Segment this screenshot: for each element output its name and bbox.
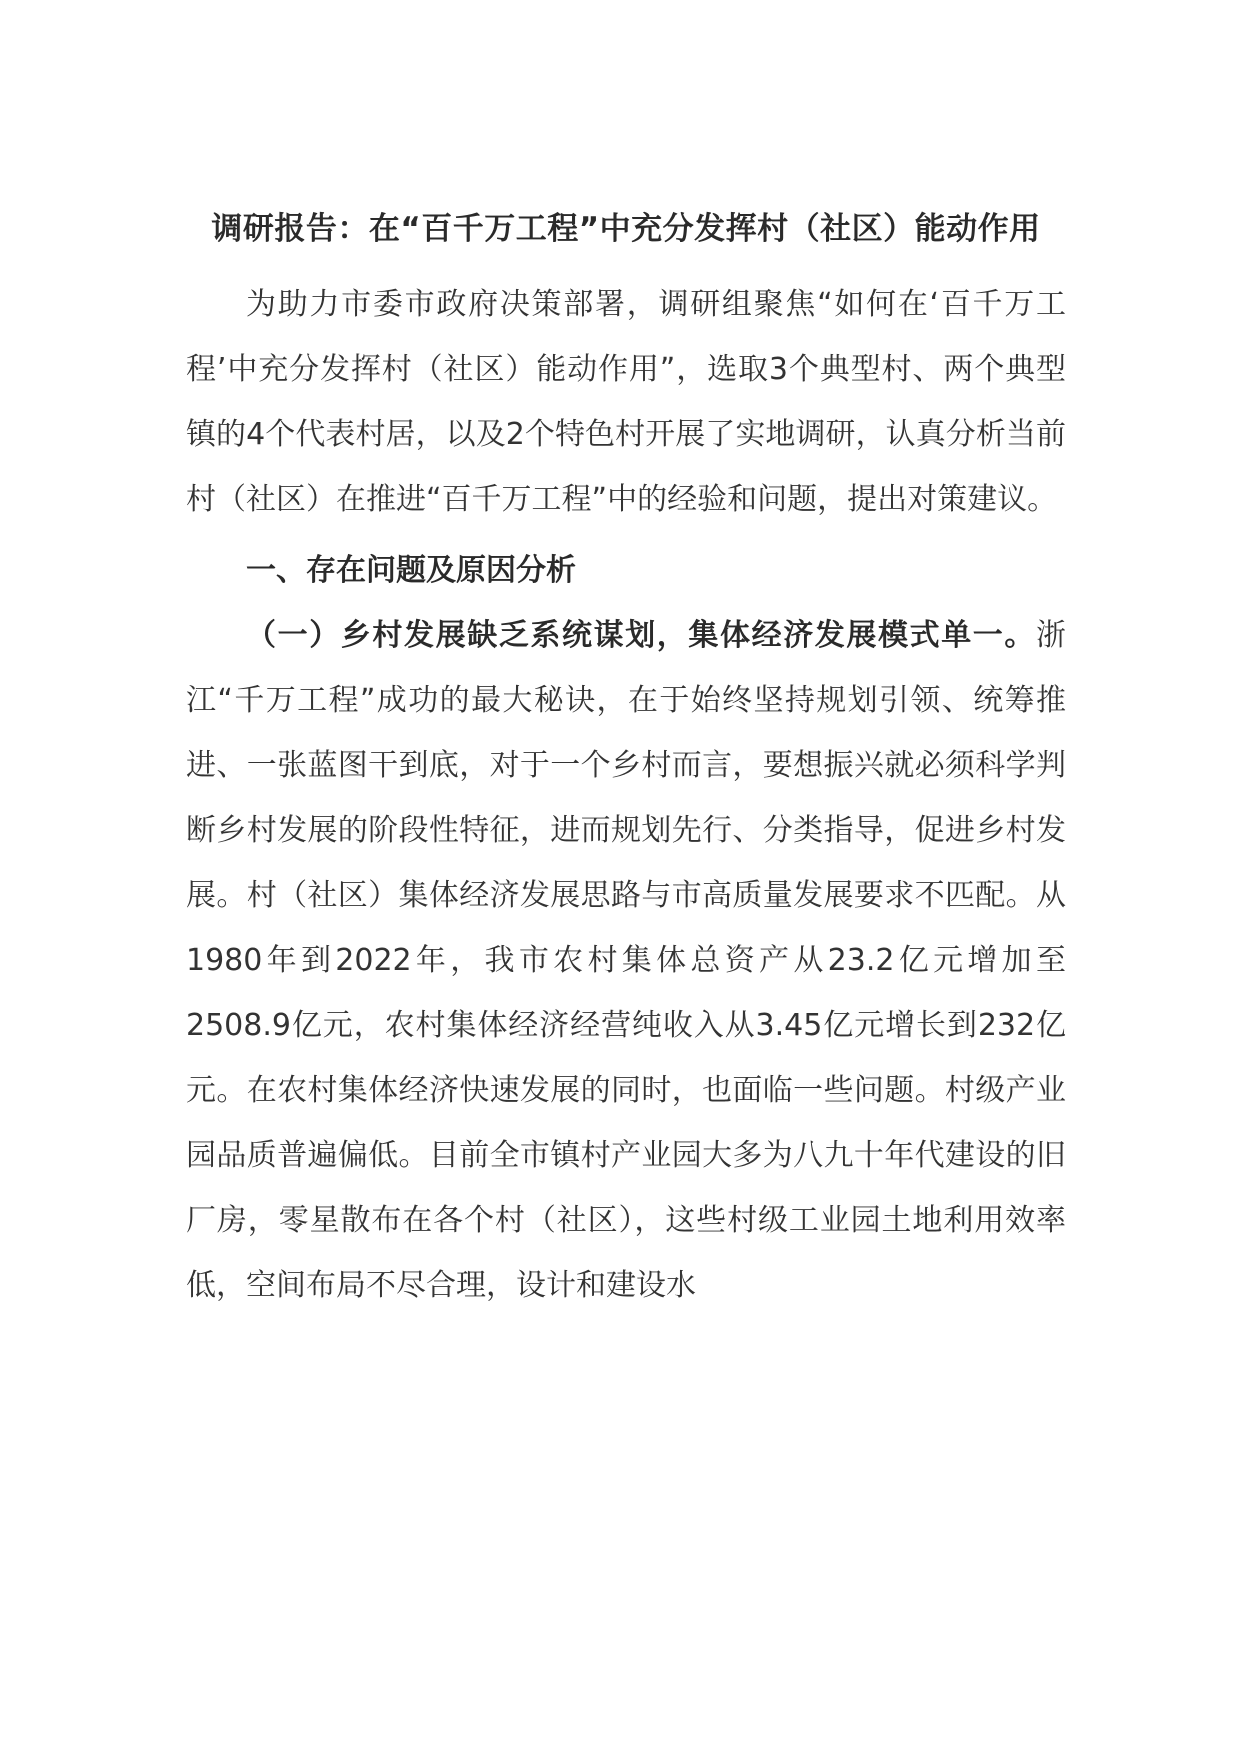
section-heading: 一、存在问题及原因分析: [246, 553, 576, 588]
document-content: [186, 197, 1066, 1318]
subsection-body: 浙江“千万工程”成功的最大秘诀，在于始终坚持规划引领、统筹推进、一张蓝图干到底，对于一个乡村而言，要想振兴就必须科学判断乡村发展的阶段性特征，进而规划先行、分类指导，促进乡村发展。村（社区）集体经济发展思路与市高质量发展要求不匹配。从1980年到2022年，我市农村集体总资产从23.2亿元增加至2508.9亿元，农村集体经济经营纯收入从3.45亿元增长到232亿元。在农村集体经济快速发展的同时，也面临一些问题。村级产业园品质普遍偏低。目前全市镇村产业园大多为八九十年代建设的旧厂房，零星散布在各个村（社区），这些村级工业园土地利用效率低，空间布局不尽合理，设计和建设水: [186, 618, 1066, 1303]
intro-paragraph: 为助力市委市政府决策部署，调研组聚焦“如何在‘百千万工程’中充分发挥村（社区）能动作用”，选取3个典型村、两个典型镇的4个代表村居，以及2个特色村开展了实地调研，认真分析当前村（社区）在推进“百千万工程”中的经验和问题，提出对策建议。: [186, 287, 1066, 517]
subsection-heading: （一）乡村发展缺乏系统谋划，集体经济发展模式单一。: [246, 618, 1036, 653]
subsection-paragraph: [186, 603, 1066, 1318]
document-title: 调研报告：在“百千万工程”中充分发挥村（社区）能动作用: [211, 211, 1041, 247]
